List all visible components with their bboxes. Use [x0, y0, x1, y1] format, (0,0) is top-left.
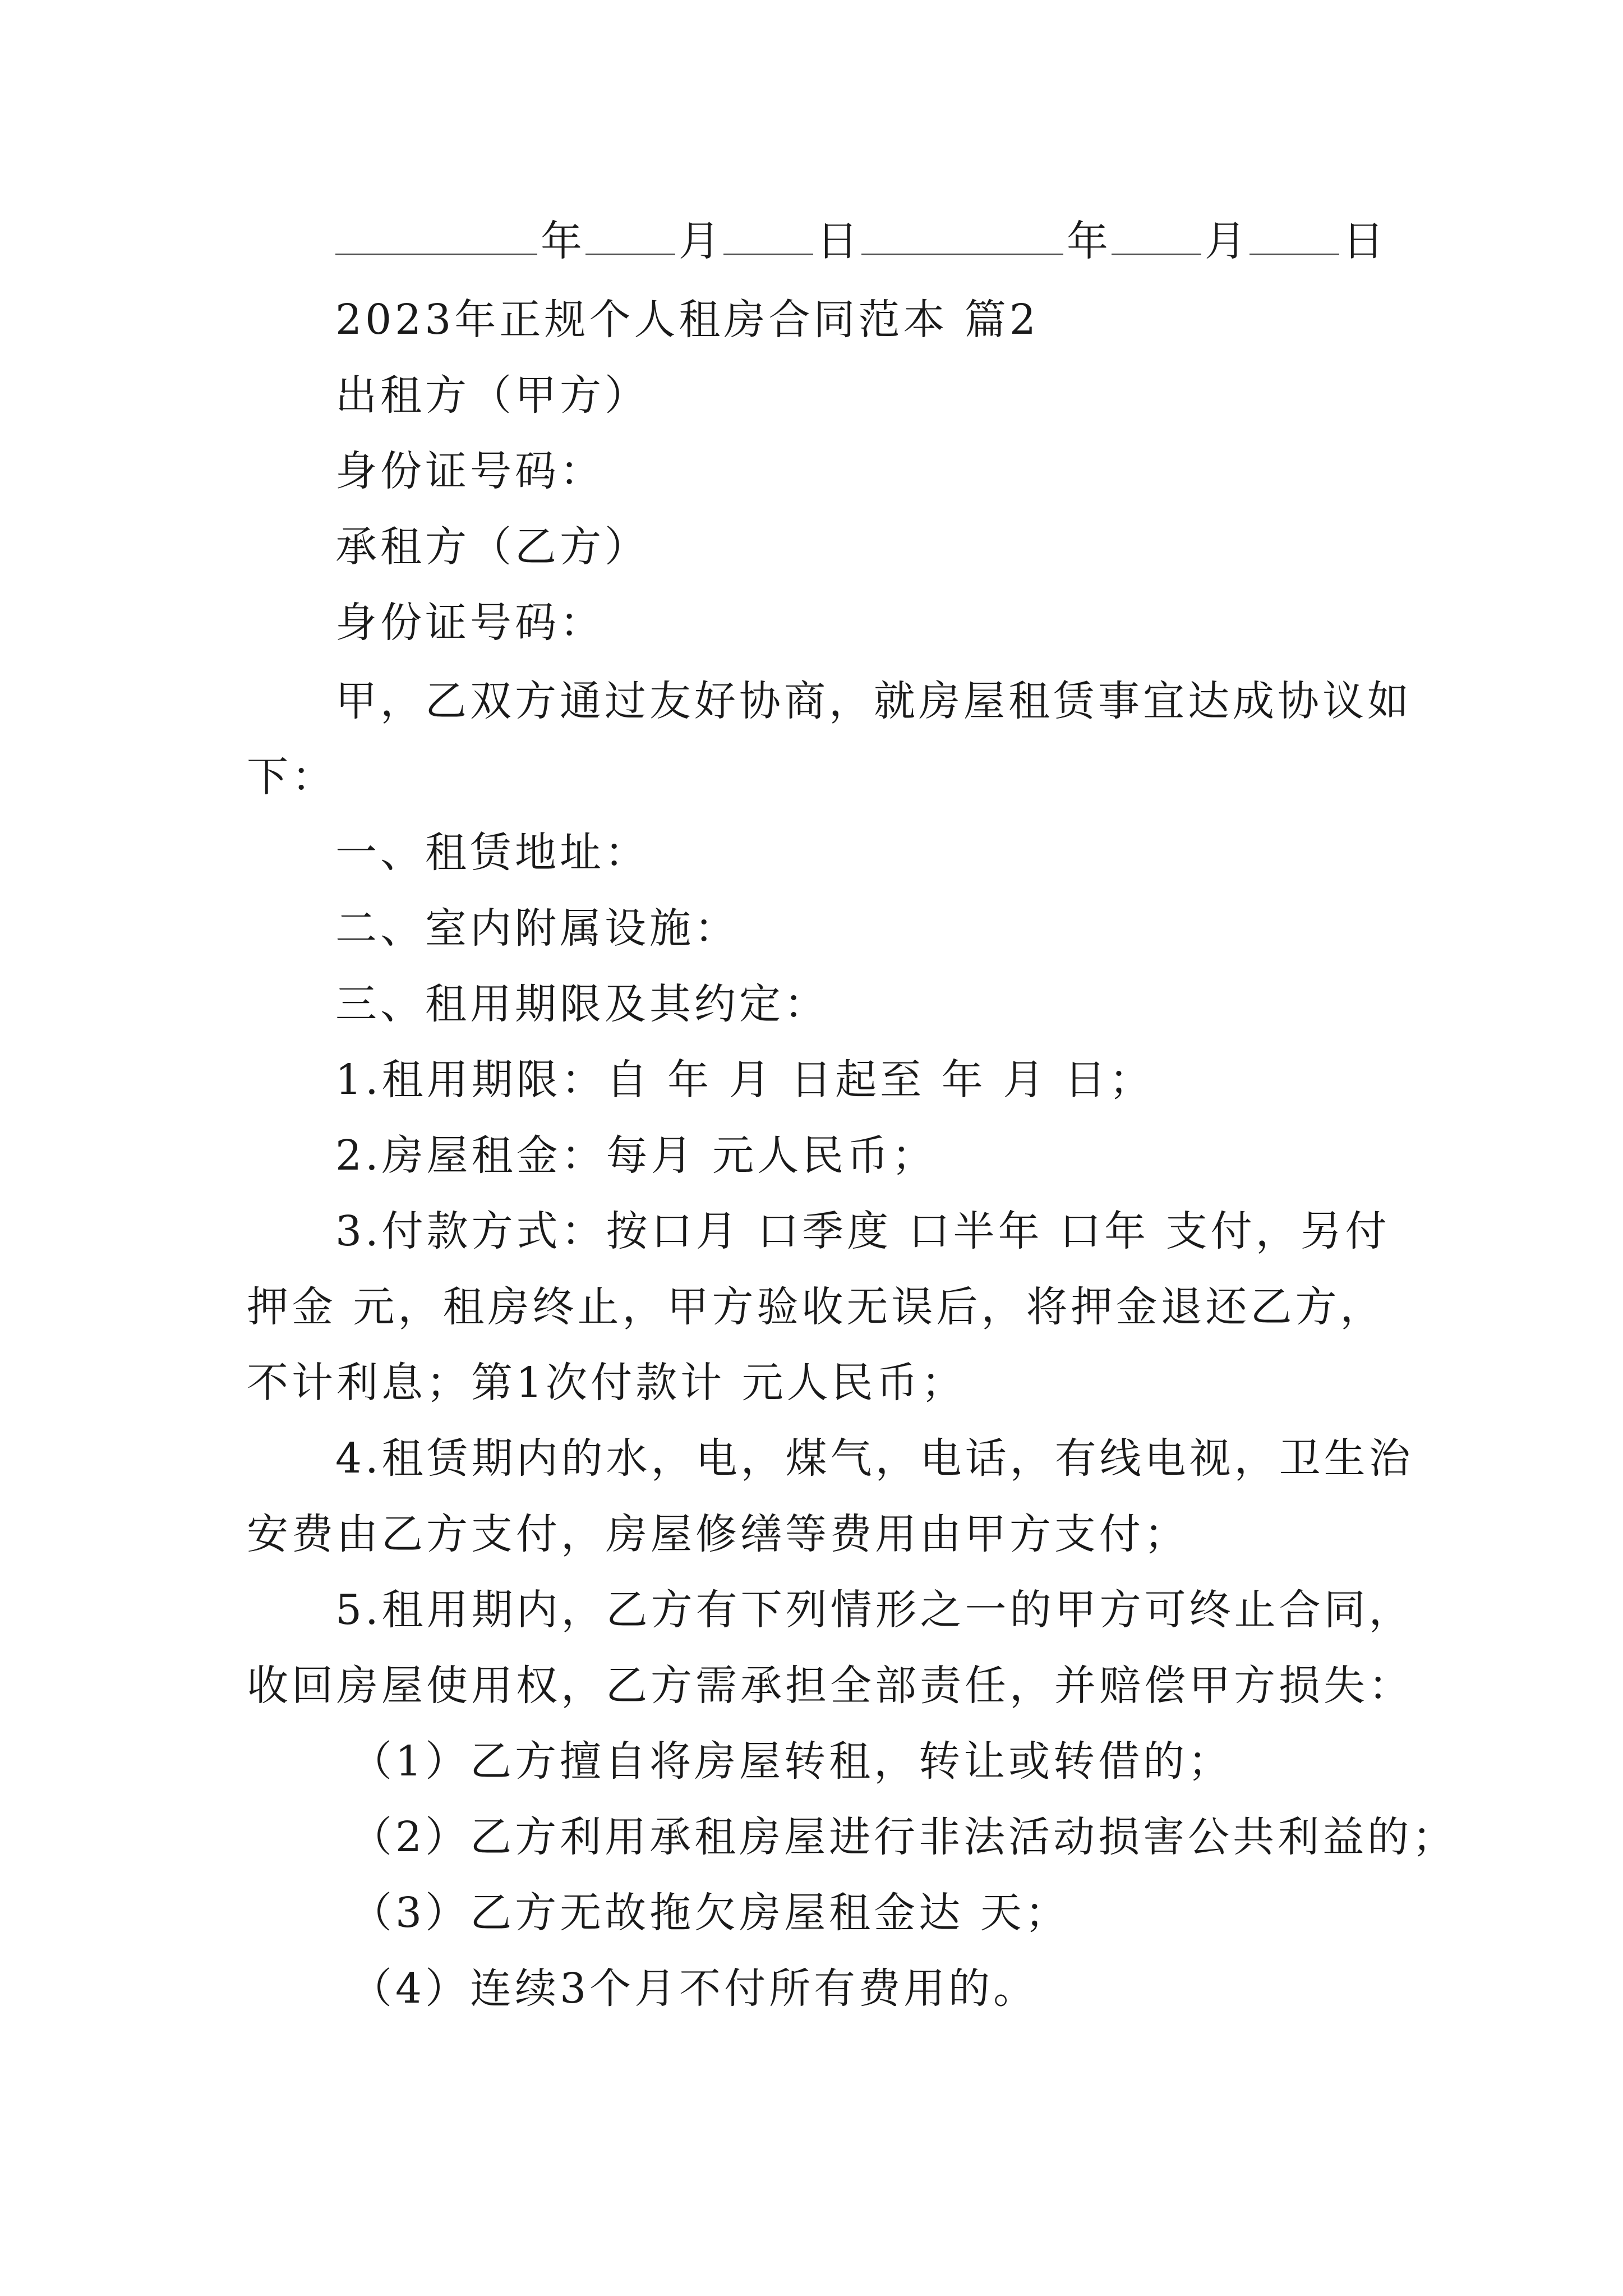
clause-2-rent: 2.房屋租金：每月 元人民币；: [335, 1131, 937, 1180]
year-blank-2: [861, 214, 1063, 255]
contract-title: 2023年正规个人租房合同范本 篇2: [335, 296, 1039, 344]
condition-4: （4）连续3个月不付所有费用的。: [351, 1964, 1039, 2013]
lessor-line: 出租方（甲方）: [335, 371, 649, 420]
year-label: 年: [541, 217, 582, 265]
intro-line-2: 下：: [247, 753, 336, 801]
clause-3-payment-line-2: 押金 元，租房终止，甲方验收无误后，将押金退还乙方，: [247, 1283, 1385, 1331]
clause-5-termination-line-2: 收回房屋使用权，乙方需承担全部责任，并赔偿甲方损失：: [247, 1662, 1413, 1710]
section-2-facilities: 二、室内附属设施：: [335, 904, 739, 953]
signature-date-line: [335, 213, 1387, 269]
clause-4-utilities-line-1: 4.租赁期内的水，电，煤气，电话，有线电视，卫生治: [335, 1434, 1414, 1483]
condition-3: （3）乙方无故拖欠房屋租金达 天；: [351, 1889, 1070, 1937]
clause-5-termination-line-1: 5.租用期内，乙方有下列情形之一的甲方可终止合同，: [335, 1586, 1414, 1634]
day-blank: [723, 214, 813, 255]
clause-3-payment-line-1: 3.付款方式：按口月 口季度 口半年 口年 支付，另付: [335, 1207, 1390, 1255]
clause-1-term: 1.租用期限：自 年 月 日起至 年 月 日；: [335, 1056, 1154, 1104]
day-label-2: 日: [1343, 217, 1384, 265]
clause-3-payment-line-3: 不计利息；第1次付款计 元人民币；: [247, 1359, 966, 1407]
lessor-id-line: 身份证号码：: [335, 447, 605, 495]
month-blank: [585, 214, 675, 255]
section-1-address: 一、租赁地址：: [335, 829, 649, 877]
year-label-2: 年: [1067, 217, 1108, 265]
month-label-2: 月: [1205, 217, 1246, 265]
year-blank: [335, 214, 537, 255]
section-3-term: 三、租用期限及其约定：: [335, 980, 829, 1028]
day-label: 日: [817, 217, 858, 265]
lessee-id-line: 身份证号码：: [335, 599, 605, 647]
condition-1: （1）乙方擅自将房屋转租，转让或转借的；: [351, 1737, 1233, 1786]
day-blank-2: [1249, 214, 1339, 255]
month-blank-2: [1112, 214, 1201, 255]
clause-4-utilities-line-2: 安费由乙方支付，房屋修缮等费用由甲方支付；: [247, 1510, 1189, 1558]
intro-line-1: 甲，乙双方通过友好协商，就房屋租赁事宜达成协议如: [335, 677, 1412, 725]
month-label: 月: [679, 217, 720, 265]
condition-2: （2）乙方利用承租房屋进行非法活动损害公共利益的；: [351, 1813, 1458, 1861]
lessee-line: 承租方（乙方）: [335, 523, 649, 571]
